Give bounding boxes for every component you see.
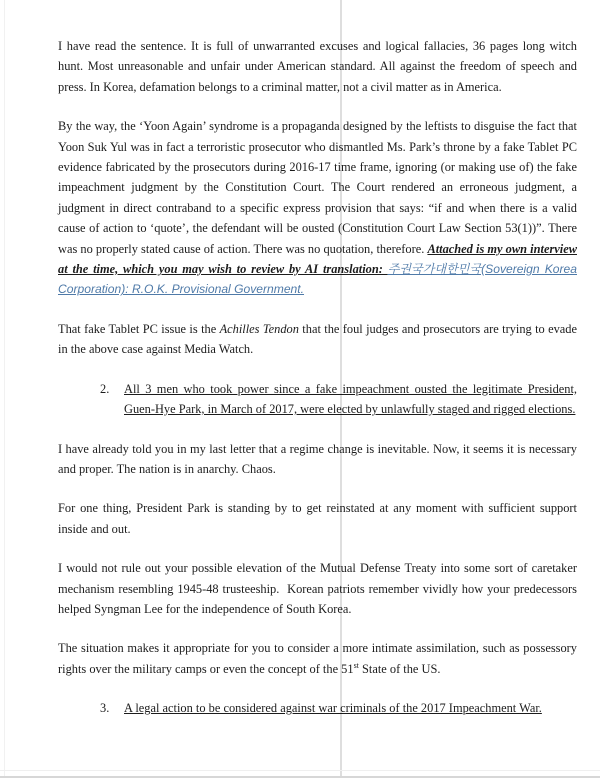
paragraph	[58, 439, 577, 480]
text-run: I would not rule out your possible elevation of the Mutual Defense Treaty into some sort of caretaker mechanism resembling 1945-48 trusteeship. Korean patriots remember vividly how your predecessors helped Syngman Lee for the independence of South Korea.	[58, 561, 577, 616]
text-run: All 3 men who took power since a fake impeachment ousted the legitimate President, Guen-Hye Park, in March of 2017, were elected by unlawfully staged and rigged elections.	[124, 381, 577, 417]
paragraph	[58, 319, 577, 360]
text-run: I have read the sentence. It is full of unwarranted excuses and logical fallacies, 36 pages long witch hunt. Most unreasonable and unfair under American standard. All against the freedom of speech and press. In Korea, defamation belongs to a criminal matter, not a civil matter as in America.	[58, 39, 577, 94]
text-run: I have already told you in my last letter that a regime change is inevitable. Now, it seems it is necessary and proper. The nation is in anarchy. Chaos.	[58, 441, 577, 476]
text-run: st	[353, 660, 359, 670]
numbered-list-item	[58, 379, 577, 420]
text-run: That fake Tablet PC issue is the	[58, 321, 220, 336]
paragraph	[58, 558, 577, 619]
text-run: For one thing, President Park is standing by to get reinstated at any moment with sufficient support inside and out.	[58, 501, 577, 536]
list-number: 3.	[100, 701, 110, 716]
numbered-list-item	[58, 698, 577, 718]
text-run: State of the US.	[358, 661, 441, 676]
text-run: The situation makes it appropriate for you to consider a more intimate assimilation, such as possessory rights over the military camps or even the concept of the 51	[58, 641, 577, 676]
text-run: that the foul judges and prosecutors are trying to evade in the above case against Media Watch.	[58, 321, 578, 357]
scan-left-edge	[4, 0, 5, 778]
text-run: A legal action to be considered against war criminals of the 2017 Impeachment War.	[124, 701, 542, 716]
text-run: Attached is my own interview at the time, which you may wish to review by AI translation:	[58, 241, 577, 277]
text-run: Achilles Tendon	[219, 321, 299, 336]
text-run: By the way, the ‘Yoon Again’ syndrome is a propaganda designed by the leftists to disguise the fact that Yoon Suk Yul was in fact a terroristic prosecutor who dismantled Ms. Park’s throne by a fake Tablet PC evidence fabricated by the prosecutors during 2016-17 time frame, ignoring (or making use of) the fake impeachment judgment by the Constitution Court. The Court rendered an erroneous judgment, a judgment in direct contraband to a specific express provision that says: “if and when there is a valid cause of action to ‘quote’, the defendant will be ousted (Constitution Court Law Section 53(1))”. There was no properly stated cause of action. There was no quotation, therefore.	[58, 119, 577, 256]
list-number: 2.	[100, 381, 110, 396]
paragraph	[58, 36, 577, 97]
letter-body	[58, 36, 577, 738]
hyperlink-text[interactable]: 주권국가대한민국(Sovereign Korea Corporation): R.O.K. Provisional Government.	[58, 262, 577, 297]
paragraph	[58, 638, 577, 679]
paragraph	[58, 116, 577, 300]
paragraph	[58, 498, 577, 539]
scan-bottom-faint-line	[0, 770, 600, 771]
